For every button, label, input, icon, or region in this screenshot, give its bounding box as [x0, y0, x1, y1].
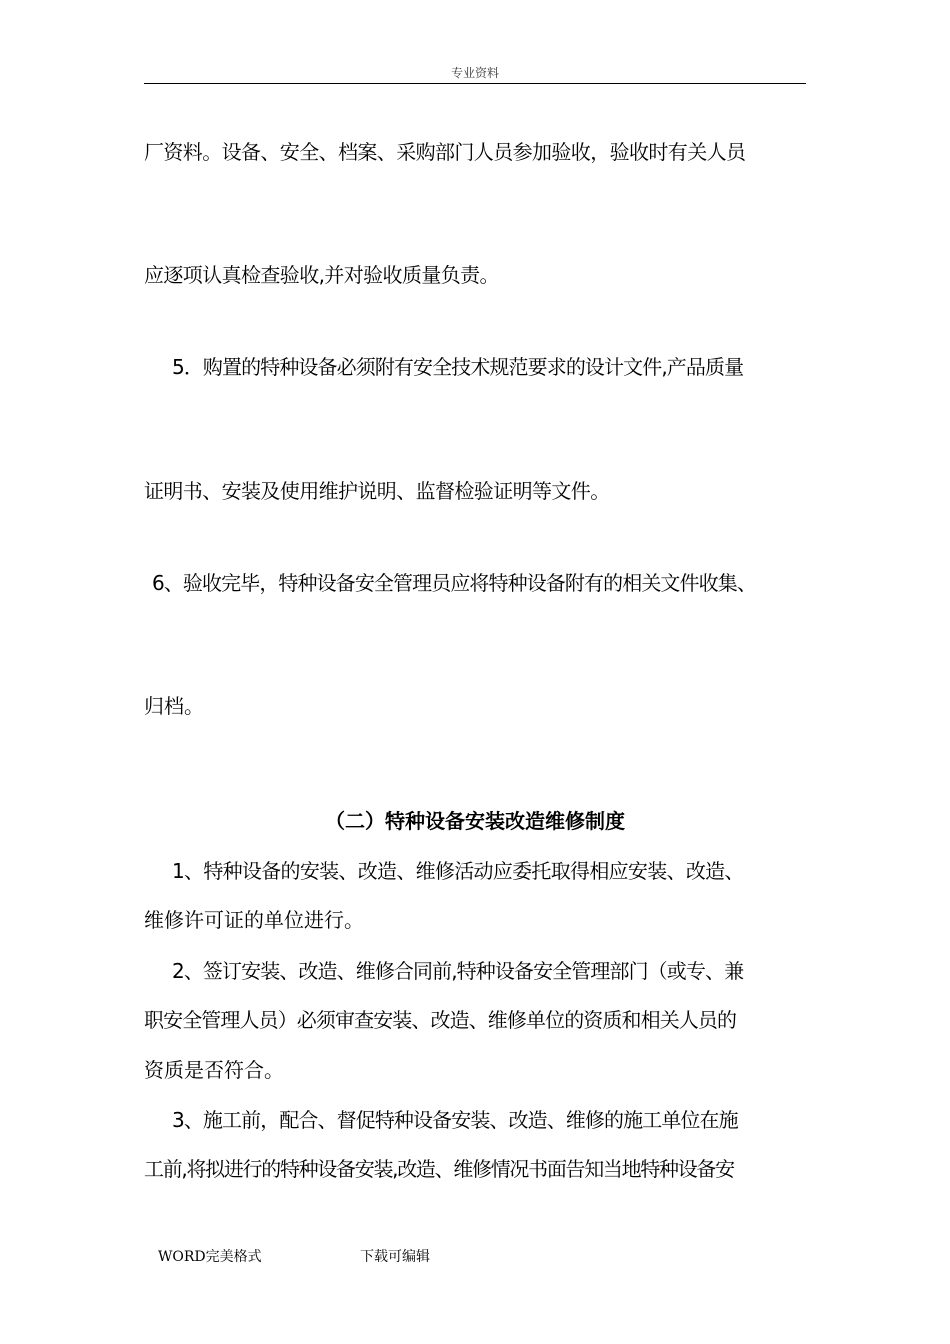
- body-line: 厂资料。设备、安全、档案、采购部门人员参加验收，验收时有关人员: [144, 140, 746, 164]
- section-heading: （二）特种设备安装改造维修制度: [325, 809, 625, 833]
- page-header: 专业资料: [450, 66, 499, 80]
- section-line: 工前,将拟进行的特种设备安装,改造、维修情况书面告知当地特种设备安: [144, 1157, 734, 1181]
- body-line: 6、验收完毕，特种设备安全管理员应将特种设备附有的相关文件收集、: [152, 571, 756, 595]
- body-line: 5．购置的特种设备必须附有安全技术规范要求的设计文件,产品质量: [172, 355, 744, 379]
- section-line: 资质是否符合。: [144, 1058, 284, 1082]
- section-line: 2、签订安装、改造、维修合同前,特种设备安全管理部门（或专、兼: [172, 959, 744, 983]
- section-line: 1、特种设备的安装、改造、维修活动应委托取得相应安装、改造、: [172, 859, 744, 883]
- footer-left-text: WORD完美格式: [158, 1249, 262, 1265]
- body-line: 证明书、安装及使用维护说明、监督检验证明等文件。: [144, 479, 610, 503]
- footer-right-text: 下载可编辑: [360, 1249, 430, 1265]
- header-rule: [144, 83, 806, 84]
- body-line: 应逐项认真检查验收,并对验收质量负责。: [144, 263, 499, 287]
- section-line: 职安全管理人员）必须审查安装、改造、维修单位的资质和相关人员的: [144, 1008, 737, 1032]
- body-line: 归档。: [144, 694, 204, 718]
- section-line: 维修许可证的单位进行。: [144, 908, 364, 932]
- section-line: 3、施工前，配合、督促特种设备安装、改造、维修的施工单位在施: [172, 1108, 738, 1132]
